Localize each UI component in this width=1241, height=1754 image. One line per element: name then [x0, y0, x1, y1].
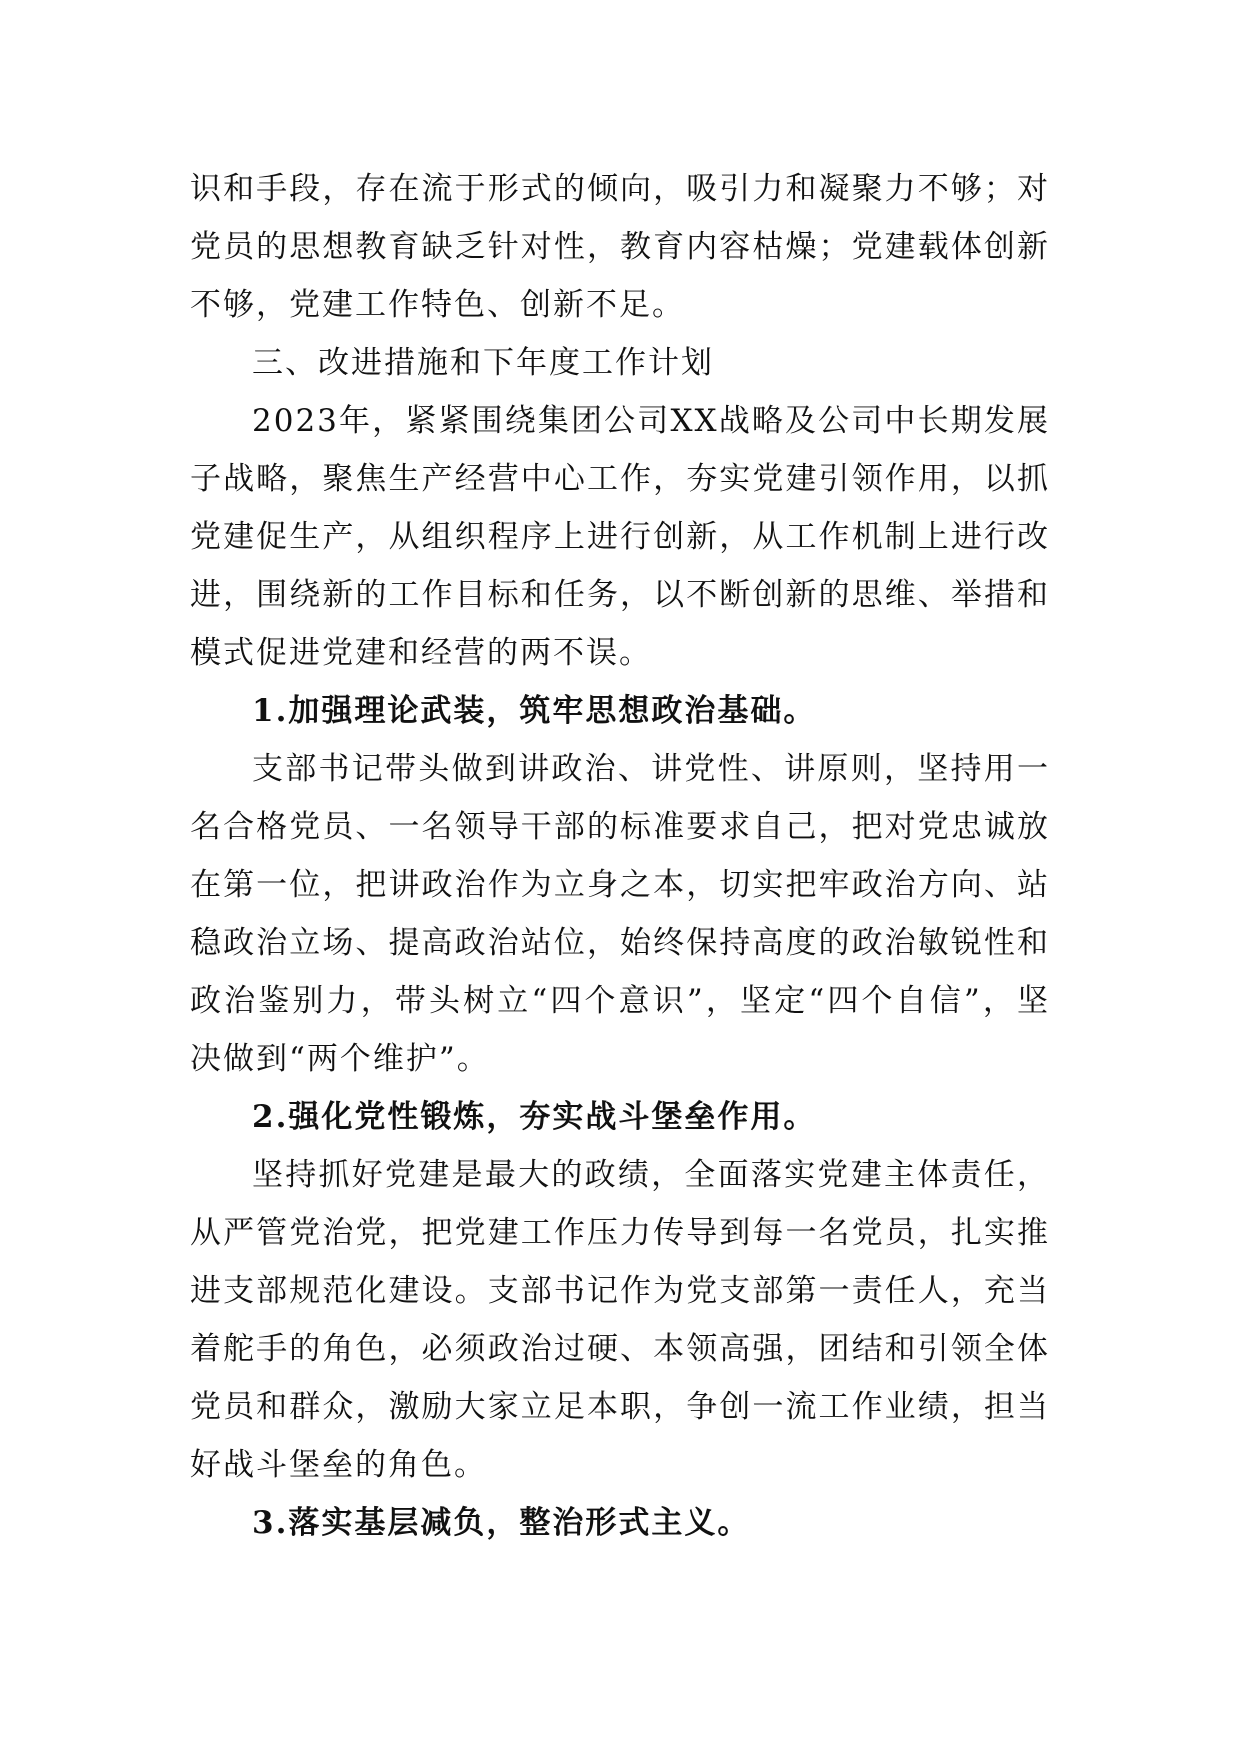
section-heading-3: 三、改进措施和下年度工作计划 [252, 345, 714, 381]
paragraph-theory: 支部书记带头做到讲政治、讲党性、讲原则，坚持用一名合格党员、一名领导干部的标准要求自己，把对党忠诚放在第一位，把讲政治作为立身之本，切实把牢政治方向、站稳政治立场、提高政治站位，始终保持高度的政治敏锐性和政治鉴别力，带头树立“四个意识”，坚定“四个自信”，坚决做到“两个维护”。 [190, 751, 1050, 1077]
document-body [190, 160, 1050, 1552]
paragraph-party-building: 坚持抓好党建是最大的政绩，全面落实党建主体责任，从严管党治党，把党建工作压力传导到每一名党员，扎实推进支部规范化建设。支部书记作为党支部第一责任人，充当着舵手的角色，必须政治过硬、本领高强，团结和引领全体党员和群众，激励大家立足本职，争创一流工作业绩，担当好战斗堡垒的角色。 [190, 1157, 1050, 1483]
paragraph-continued: 识和手段，存在流于形式的倾向，吸引力和凝聚力不够；对党员的思想教育缺乏针对性，教育内容枯燥；党建载体创新不够，党建工作特色、创新不足。 [190, 171, 1050, 323]
paragraph-2023-plan: 2023年，紧紧围绕集团公司XX战略及公司中长期发展子战略，聚焦生产经营中心工作，夯实党建引领作用，以抓党建促生产，从组织程序上进行创新，从工作机制上进行改进，围绕新的工作目标和任务，以不断创新的思维、举措和模式促进党建和经营的两不误。 [190, 403, 1050, 671]
subheading-3: 3.落实基层减负，整治形式主义。 [252, 1505, 751, 1541]
subheading-2: 2.强化党性锻炼，夯实战斗堡垒作用。 [252, 1099, 817, 1135]
subheading-1: 1.加强理论武装，筑牢思想政治基础。 [252, 693, 817, 729]
